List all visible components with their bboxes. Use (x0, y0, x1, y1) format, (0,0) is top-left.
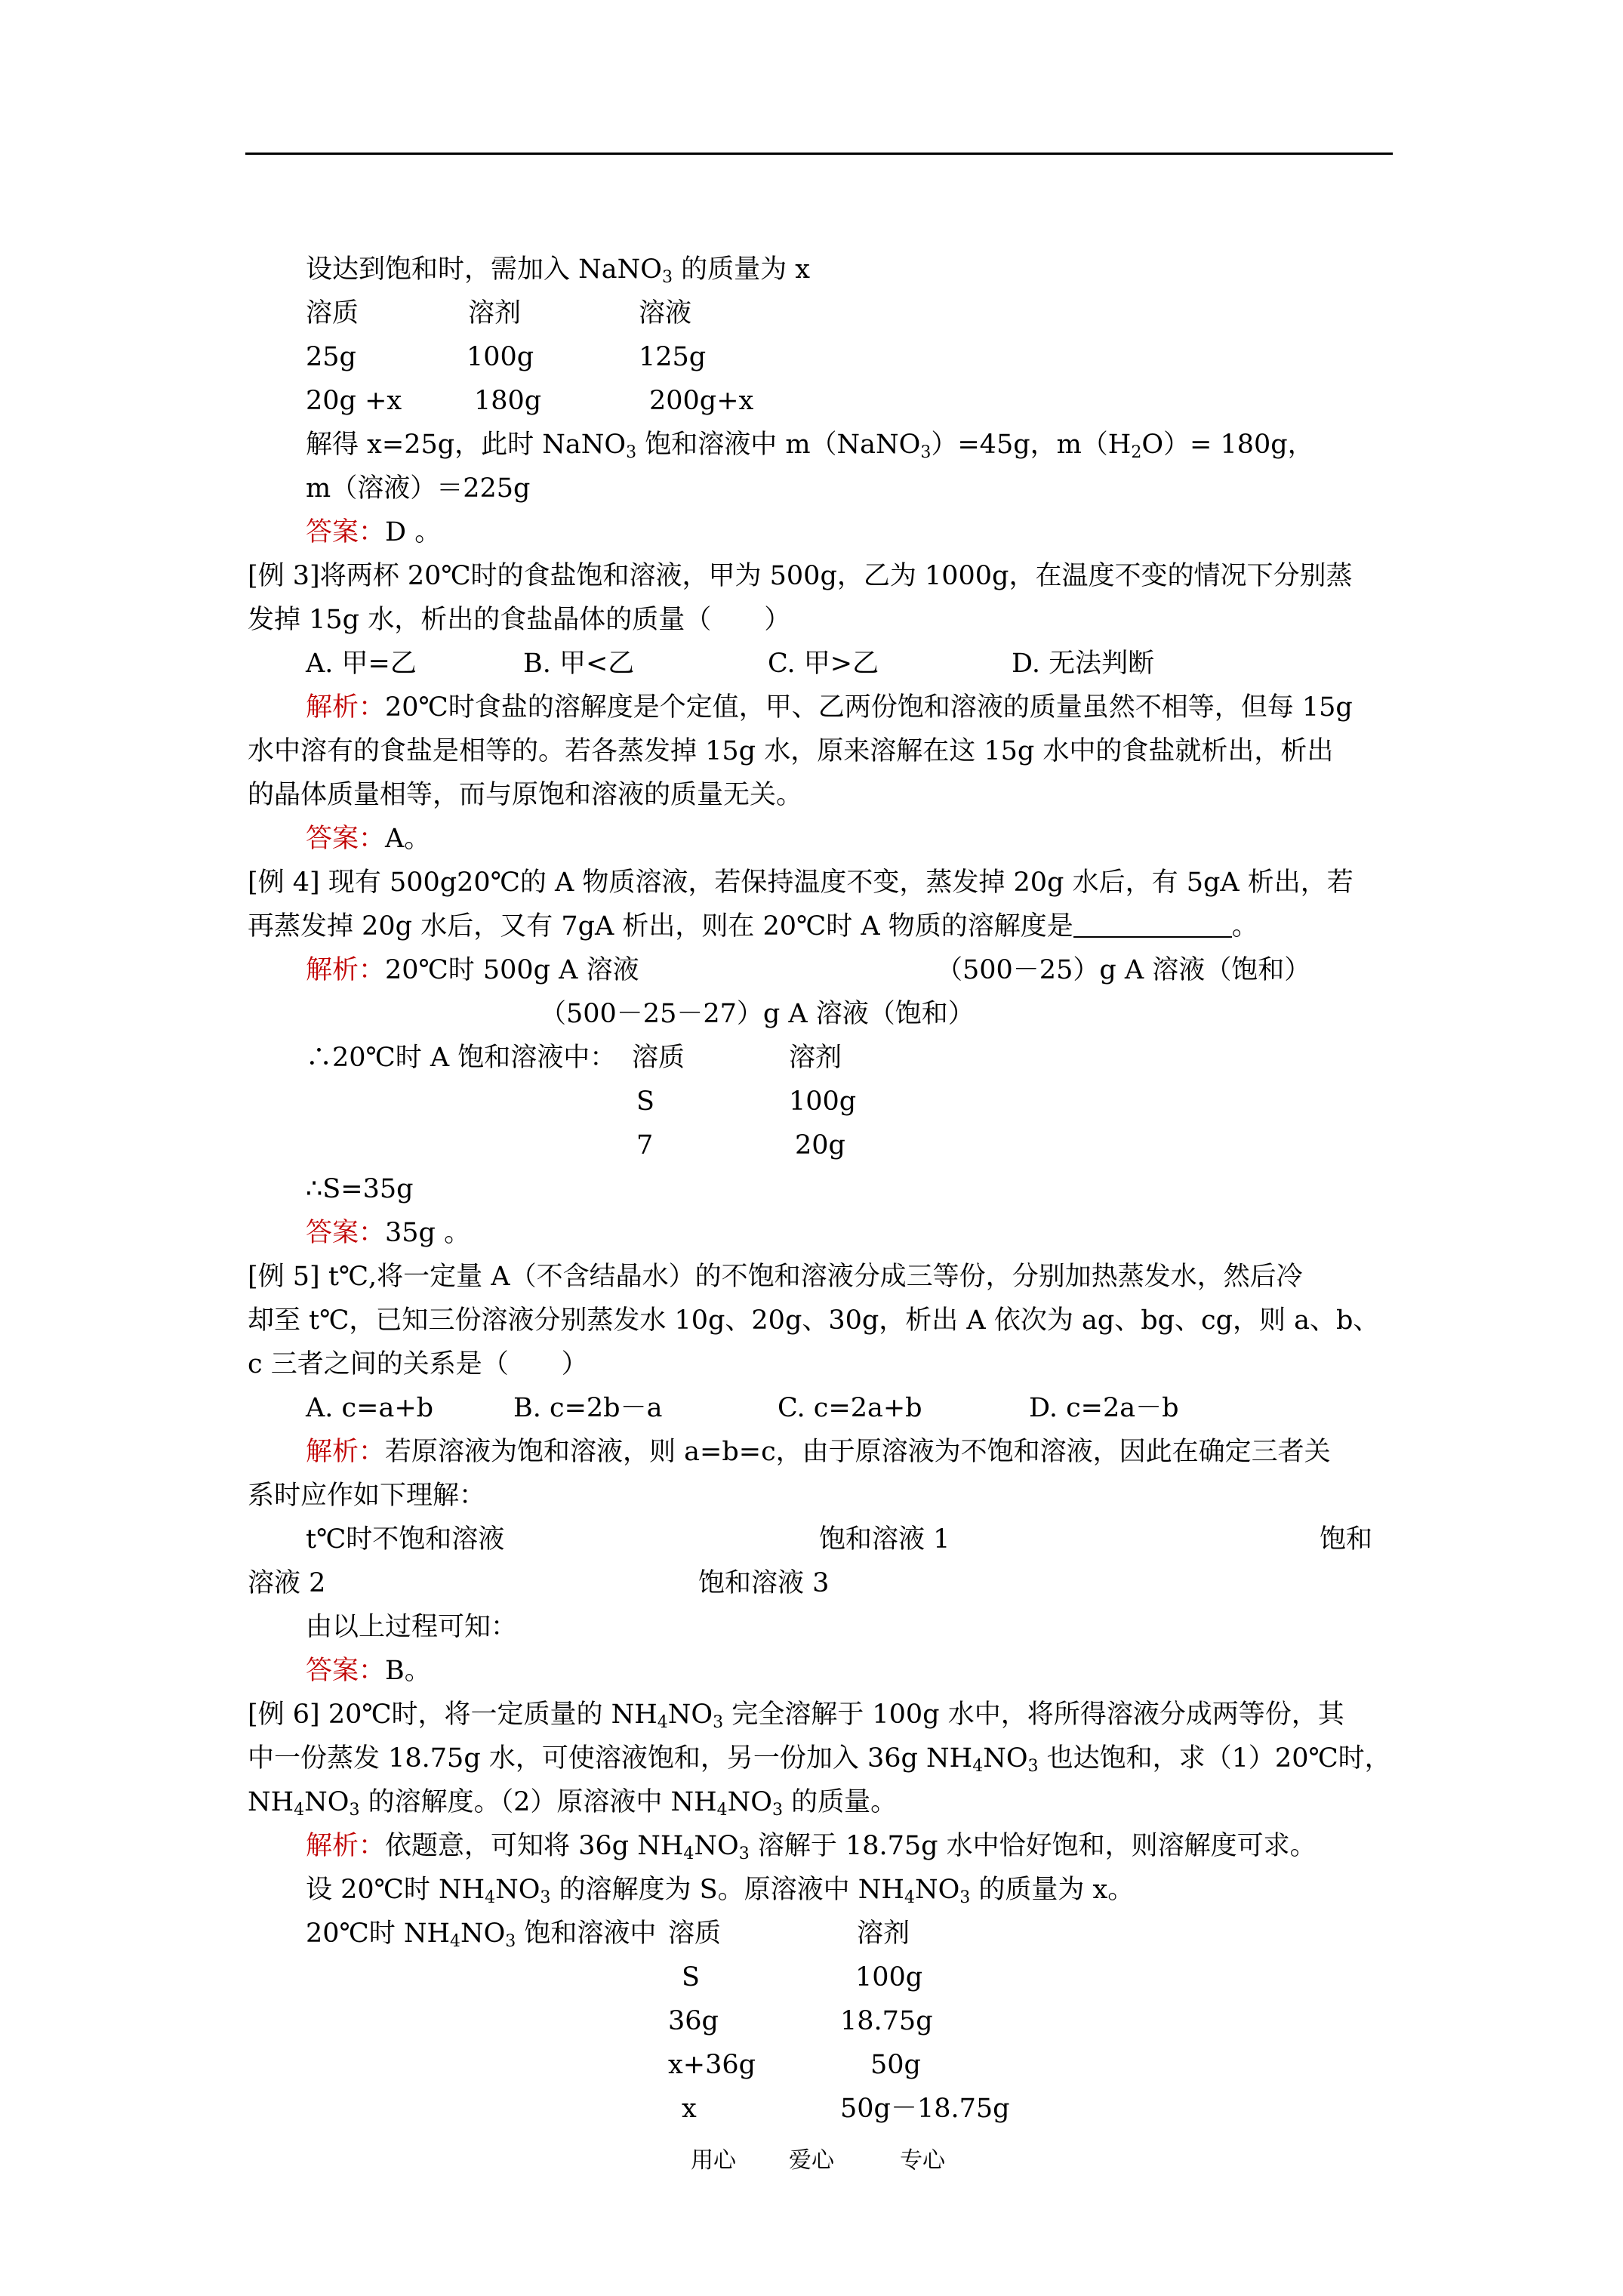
ex3-analysis: 的晶体质量相等，而与原饱和溶液的质量无关。 (248, 780, 803, 810)
ex5-process: 饱和 (1320, 1524, 1373, 1555)
ex6-analysis: 设 20℃时 $NH_4NO_3$ 的溶解度为 S。原溶液中 $NH_4NO_3$ 的质量为 x。 (306, 1875, 1135, 1907)
ex5-analysis: 解析：若原溶液为饱和溶液，则 a=b=c，由于原溶液为不饱和溶液，因此在确定三者关 (306, 1437, 1331, 1467)
ex4-col-head: 溶质 (632, 1043, 685, 1073)
ex4-step: （500－25）g A 溶液（饱和） (936, 955, 1311, 985)
table-cell: 180g (474, 386, 542, 416)
ex3-analysis: 解析：20℃时食盐的溶解度是个定值，甲、乙两份饱和溶液的质量虽然不相等，但每 15g (306, 692, 1353, 723)
ex3-option-d: D. 无法判断 (1012, 649, 1155, 679)
ex5-question: [例 5] t℃,将一定量 A（不含结晶水）的不饱和溶液分成三等份，分别加热蒸发水，然后冷 (248, 1262, 1303, 1292)
table-cell: 100g (789, 1086, 857, 1117)
ex6-col-head: 溶质 (668, 1918, 722, 1949)
table-cell: 25g (306, 342, 356, 372)
table-header-solute: 溶质 (306, 298, 359, 328)
ex4-step: ∴20℃时 A 饱和溶液中： (306, 1043, 617, 1073)
footer-text: 用心 (691, 2147, 736, 2174)
footer-text: 爱心 (789, 2147, 834, 2174)
table-cell: 125g (639, 342, 707, 372)
ex4-step: （500－25－27）g A 溶液（饱和） (540, 999, 975, 1029)
ex3-option-c: C. 甲>乙 (768, 649, 879, 679)
ex3-option-a: A. 甲=乙 (306, 649, 417, 679)
ex4-answer: 答案：35g 。 (306, 1218, 471, 1248)
table-cell: S (636, 1086, 654, 1117)
intro-line: 设达到饱和时，需加入 NaNO$_3$ 的质量为 x (306, 254, 810, 287)
table-cell: 200g+x (649, 386, 754, 416)
ex5-question: c 三者之间的关系是（ ） (248, 1349, 588, 1379)
table-cell: 50g－18.75g (840, 2094, 1010, 2124)
ex6-question: 中一份蒸发 18.75g 水，可使溶液饱和，另一份加入 36g $NH_4NO_3$ 也达饱和，求（1）20℃时， (248, 1743, 1391, 1776)
answer-line: 答案：D 。 (306, 517, 442, 547)
ex5-option-b: B. c=2b－a (513, 1393, 663, 1423)
table-cell: 20g +x (306, 386, 402, 416)
ex5-conclusion: 由以上过程可知： (306, 1612, 518, 1642)
answer-blank (1073, 914, 1232, 938)
table-cell: 18.75g (840, 2006, 933, 2036)
footer-text: 专心 (900, 2147, 945, 2174)
ex5-answer: 答案：B。 (306, 1656, 431, 1686)
ex4-col-head: 溶剂 (789, 1043, 842, 1073)
table-cell: 100g (467, 342, 534, 372)
ex5-question: 却至 t℃，已知三份溶液分别蒸发水 10g、20g、30g，析出 A 依次为 ag、bg、cg，则 a、b、 (248, 1305, 1380, 1336)
ex4-question: 再蒸发掉 20g 水后，又有 7gA 析出，则在 20℃时 A 物质的溶解度是 。 (248, 911, 1258, 942)
ex5-process: 溶液 2 (248, 1568, 326, 1598)
table-header-solution: 溶液 (639, 298, 692, 328)
table-cell: x (682, 2094, 697, 2124)
table-cell: 100g (855, 1962, 923, 1992)
ex4-analysis: 解析：20℃时 500g A 溶液 (306, 955, 639, 985)
ex4-question: [例 4] 现有 500g20℃的 A 物质溶液，若保持温度不变，蒸发掉 20g 水后，有 5gA 析出，若 (248, 868, 1354, 898)
ex3-analysis: 水中溶有的食盐是相等的。若各蒸发掉 15g 水，原来溶解在这 15g 水中的食盐就析出，析出 (248, 736, 1334, 766)
ex5-option-c: C. c=2a+b (778, 1393, 922, 1423)
table-cell: x+36g (668, 2050, 756, 2080)
result-line-2: m（溶液）＝225g (306, 473, 531, 504)
ex6-col-head: 溶剂 (857, 1918, 910, 1949)
ex5-option-d: D. c=2a－b (1029, 1393, 1179, 1423)
table-header-solvent: 溶剂 (468, 298, 522, 328)
table-cell: 50g (870, 2050, 921, 2080)
table-cell: 20g (795, 1130, 845, 1160)
ex3-question: [例 3]将两杯 20℃时的食盐饱和溶液，甲为 500g，乙为 1000g，在温度不变的情况下分别蒸 (248, 561, 1353, 591)
ex5-option-a: A. c=a+b (306, 1393, 434, 1423)
ex6-question: $NH_4NO_3$ 的溶解度。（2）原溶液中 $NH_4NO_3$ 的质量。 (248, 1787, 898, 1820)
table-cell: 36g (668, 2006, 719, 2036)
ex5-process: 饱和溶液 1 (819, 1524, 950, 1555)
ex3-option-b: B. 甲<乙 (523, 649, 635, 679)
result-line: 解得 x=25g，此时 NaNO$_3$ 饱和溶液中 m（NaNO$_3$）=45g，$m(H_2O)= 180g$， (306, 430, 1314, 462)
ex3-question: 发掉 15g 水，析出的食盐晶体的质量（ ） (248, 605, 791, 635)
ex6-analysis: 解析：依题意，可知将 36g $NH_4NO_3$ 溶解于 18.75g 水中恰好饱和，则溶解度可求。 (306, 1831, 1317, 1863)
table-cell: 7 (636, 1130, 654, 1160)
ex4-therefore: ∴S=35g (306, 1174, 414, 1204)
ex5-process: 饱和溶液 3 (698, 1568, 830, 1598)
header-rule (245, 153, 1393, 155)
ex5-process: t℃时不饱和溶液 (306, 1524, 505, 1555)
table-cell: S (682, 1962, 700, 1992)
ex5-analysis: 系时应作如下理解： (248, 1481, 486, 1511)
ex3-answer: 答案：A。 (306, 824, 431, 854)
ex6-question: [例 6] 20℃时，将一定质量的 $NH_4NO_3$ 完全溶解于 100g 水中，将所得溶液分成两等份，其 (248, 1700, 1344, 1732)
ex6-table-label: 20℃时 $NH_4NO_3$ 饱和溶液中 (306, 1918, 657, 1951)
